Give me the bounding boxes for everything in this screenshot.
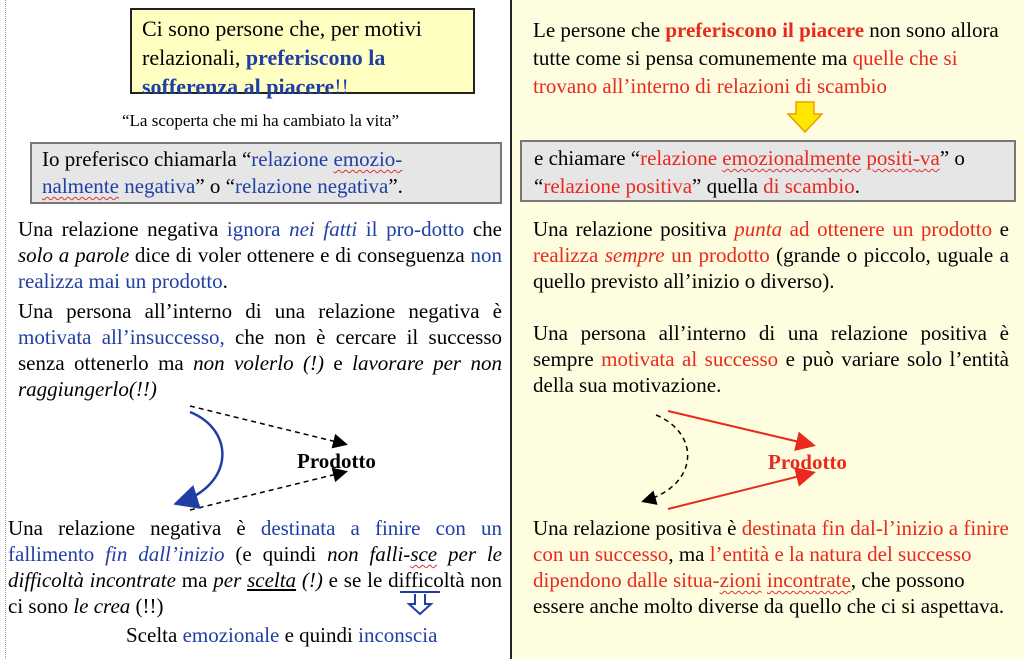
left-paragraph-2 [18, 298, 502, 402]
text-red: incontrate [766, 568, 851, 592]
text: non sono allora tutte come si pensa comunemente ma [533, 18, 999, 70]
text: e se le difficoltà non ci sono [8, 568, 502, 618]
text-red: di scambio [763, 174, 855, 198]
text-blue: non realizza mai un prodotto [18, 243, 502, 293]
text: e [323, 351, 353, 375]
text: Una persona all’interno di una relazione positiva è sempre [533, 321, 1009, 371]
text-red: l’entità e la natura del successo dipendono dalle situa- [533, 542, 972, 592]
down-arrow-icon [398, 590, 442, 616]
text: Scelta [126, 623, 183, 647]
text-italic-underline: scelta [247, 568, 297, 592]
text: Le persone che [533, 18, 666, 42]
text: . [222, 269, 228, 293]
text-italic: per [213, 568, 248, 592]
text: (e quindi [224, 542, 328, 566]
left-bottom-line [126, 623, 437, 648]
text: ” quella [692, 174, 764, 198]
left-name-term: relazione [251, 147, 334, 171]
text: Una relazione negativa [18, 217, 227, 241]
text: ” o “ [534, 146, 965, 198]
text-blue: destinata a finire con un fallimento [8, 516, 502, 566]
left-edge-line [5, 0, 6, 659]
text-italic: le crea [73, 594, 131, 618]
text-red: zioni [719, 568, 762, 592]
left-name-box [30, 142, 502, 204]
text-red: positi- [866, 146, 920, 170]
intro-highlight: preferiscono la sofferenza al piacere [142, 45, 386, 99]
text-italic: non falli- [327, 542, 411, 566]
text-red: ad ottenere un prodotto [782, 217, 993, 241]
text-blue: emozionale [182, 623, 280, 647]
intro-box [130, 8, 475, 99]
text-red: relazione [640, 146, 723, 170]
left-name-end: ”. [388, 174, 403, 198]
text-italic: lavorare per non raggiungerlo(!!) [18, 351, 502, 401]
text: Una relazione positiva è [533, 516, 742, 540]
text-blue: inconscia [358, 623, 438, 647]
text-blue: ignora [226, 217, 290, 241]
text-red: motivata al successo [601, 347, 779, 371]
left-name-text: Io preferisco chiamarla “ [42, 147, 252, 171]
text: (grande o piccolo, uguale a quello previsto all’inizio o diverso). [533, 243, 1009, 293]
text: ma [175, 568, 214, 592]
right-intro [533, 16, 1009, 100]
text-blue: dotto [421, 217, 465, 241]
text-red: va [920, 146, 940, 170]
left-name-term-2: emozio- [333, 147, 403, 171]
text: Una persona all’interno di una relazione negativa è [18, 299, 502, 323]
right-name-box [520, 140, 1016, 202]
text: che non è cercare il successo senza ottenerlo ma [18, 325, 502, 375]
text: e [992, 217, 1009, 241]
text-blue: il pro- [357, 217, 422, 241]
left-diagram [160, 400, 420, 520]
text: Una relazione positiva [533, 217, 735, 241]
text-red: realizza [533, 243, 605, 267]
red-arrow-top [668, 411, 812, 445]
text-red: destinata fin dal-l’inizio a finire con un successo [533, 516, 1009, 566]
text: e chiamare “ [534, 146, 641, 170]
left-name-term-3: nalmente [42, 174, 119, 198]
left-product-label: Prodotto [297, 449, 376, 473]
yellow-down-arrow-icon [786, 100, 824, 134]
text-red-italic: sempre [604, 243, 665, 267]
left-paragraph-1 [18, 216, 502, 294]
text: , ma [668, 542, 710, 566]
text-blue: motivata all’insuccesso, [18, 325, 225, 349]
text-italic: solo a parole [18, 243, 130, 267]
text-red-italic: punta [734, 217, 783, 241]
text-italic: non volerlo (!) [193, 351, 324, 375]
text: , che possono essere anche molto diverse da quello che ci si aspettava. [533, 568, 1005, 618]
text-italic: (!) [296, 568, 323, 592]
text: e quindi [279, 623, 359, 647]
left-name-term-4: negativa [118, 174, 196, 198]
text: e può variare solo l’entità della sua motivazione. [533, 347, 1009, 397]
right-paragraph-1 [533, 216, 1009, 294]
dashed-arrow-top [190, 406, 345, 444]
text: . [854, 174, 860, 198]
text-red-bold: preferiscono il piacere [665, 18, 865, 42]
intro-exclaim: !! [334, 74, 349, 99]
text: che [464, 217, 502, 241]
dashed-arrow-bottom [190, 472, 345, 510]
text-italic: per le difficoltà incontrate [8, 542, 503, 592]
text-red: un prodotto [664, 243, 770, 267]
left-name-sep: ” o “ [195, 174, 236, 198]
text: (!!) [130, 594, 164, 618]
curved-arrow [178, 412, 222, 503]
quote: “La scoperta che mi ha cambiato la vita” [122, 111, 400, 130]
intro-text-1: Ci sono persone che, per motivi relazionali, [142, 16, 422, 70]
text-blue-italic: nei fatti [289, 217, 358, 241]
left-name-term-5: relazione negativa [235, 174, 389, 198]
text-blue-italic: fin dall’inizio [105, 542, 225, 566]
text-italic: sce [410, 542, 438, 566]
text: Una relazione negativa è [8, 516, 261, 540]
text-red: emozionalmente [722, 146, 862, 170]
right-product-label: Prodotto [768, 450, 847, 474]
red-arrow-bottom [668, 473, 812, 509]
right-paragraph-2 [533, 320, 1009, 398]
text: dice di voler ottenere e di conseguenza [129, 243, 471, 267]
text-red: quelle che si trovano all’interno di relazioni di scambio [533, 46, 958, 98]
dashed-curved-arrow [644, 415, 688, 501]
text-red: relazione positiva [543, 174, 693, 198]
right-paragraph-3 [533, 515, 1009, 619]
